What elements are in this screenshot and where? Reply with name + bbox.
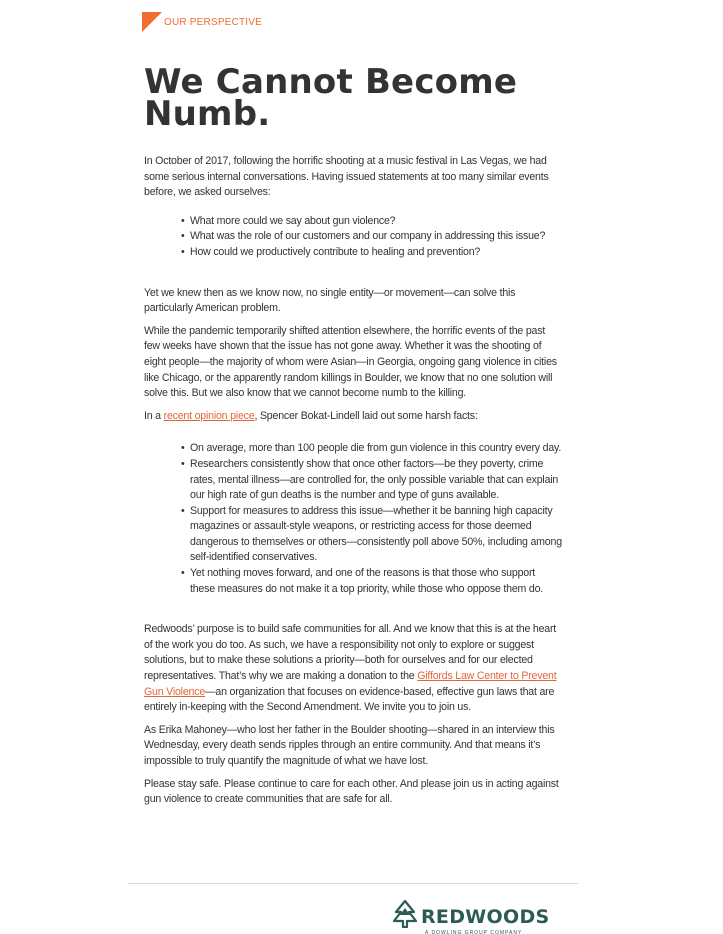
paragraph-knew: Yet we knew then as we know now, no single entity—or movement—can solve this particularly American problem. bbox=[144, 286, 516, 315]
list-item: • How could we productively contribute to healing and prevention? bbox=[190, 245, 562, 261]
purpose-text-after: —an organization that focuses on evidence-based, effective gun laws that are entirely in-keeping with the Second Amendment. We invite you to join us. bbox=[144, 685, 555, 714]
facts-list bbox=[144, 441, 562, 597]
list-item: • On average, more than 100 people die from gun violence in this country every day. bbox=[190, 441, 562, 457]
logo-text: REDWOODS bbox=[421, 906, 550, 928]
section-label: OUR PERSPECTIVE bbox=[164, 17, 263, 28]
footer-divider bbox=[128, 883, 578, 884]
article-body bbox=[144, 154, 562, 815]
logo-subtitle: A DOWLING GROUP COMPANY bbox=[425, 930, 523, 934]
list-item: • Support for measures to address this issue—whether it be banning high capacity magazines or assault-style weapons, or restricting access for those deemed dangerous to themselves or others—consistently poll above 50%, including among self-identified conservatives. bbox=[190, 504, 562, 566]
section-header bbox=[142, 12, 262, 34]
redwoods-logo bbox=[391, 900, 550, 934]
recent-opinion-piece-link[interactable]: recent opinion piece bbox=[163, 409, 255, 422]
questions-list bbox=[144, 214, 562, 261]
paragraph-erika: As Erika Mahoney—who lost her father in the Boulder shooting—shared in an interview this Wednesday, every death sends ripples through an entire community. And that means it’s impossible to truly quantify the magnitude of what we have lost. bbox=[144, 723, 555, 767]
page-title: We Cannot Become Numb. bbox=[144, 62, 518, 134]
list-item: • Researchers consistently show that once other factors—be they poverty, crime rates, mental illness—are controlled for, the only possible variable that can explain our high rate of gun deaths is the number and type of guns available. bbox=[190, 457, 562, 504]
list-item: • Yet nothing moves forward, and one of the reasons is that those who support these measures do not make it a top priority, while those who oppose them do. bbox=[190, 566, 562, 597]
orange-triangle-icon bbox=[142, 12, 162, 32]
tree-icon bbox=[391, 900, 419, 928]
paragraph-pandemic: While the pandemic temporarily shifted attention elsewhere, the horrific events of the past few weeks have shown that the issue has not gone away. Whether it was the shooting of eight people—the majority of whom were Asian—in Georgia, ongoing gang violence in cities like Chicago, or the apparently random killings in Boulder, we know that no one solution will solve this. But we also know that we cannot become numb to the killing. bbox=[144, 324, 557, 400]
opinion-text-before: In a bbox=[144, 409, 164, 422]
intro-paragraph: In October of 2017, following the horrific shooting at a music festival in Las Vegas, we had some serious internal conversations. Having issued statements at too many similar events before, we asked ourselves: bbox=[144, 155, 549, 199]
list-item: • What was the role of our customers and our company in addressing this issue? bbox=[190, 229, 562, 245]
paragraph-purpose bbox=[144, 622, 562, 716]
purpose-text-before: Redwoods’ purpose is to build safe communities for all. And we know that this is at the heart of the work you do too. As such, we have a responsibility not only to explore or suggest solutions, but to make these solutions a priority—both for ourselves and for our elected representatives. That’s why we are making a donation to the bbox=[144, 623, 557, 683]
opinion-text-after: , Spencer Bokat-Lindell laid out some harsh facts: bbox=[254, 409, 478, 422]
paragraph-stay-safe: Please stay safe. Please continue to care for each other. And please join us in acting against gun violence to create communities that are safe for all. bbox=[144, 777, 559, 806]
paragraph-opinion bbox=[144, 409, 562, 425]
giffords-law-center-link[interactable]: Giffords Law Center to Prevent Gun Violence bbox=[144, 670, 557, 698]
list-item: • What more could we say about gun violence? bbox=[190, 214, 562, 230]
